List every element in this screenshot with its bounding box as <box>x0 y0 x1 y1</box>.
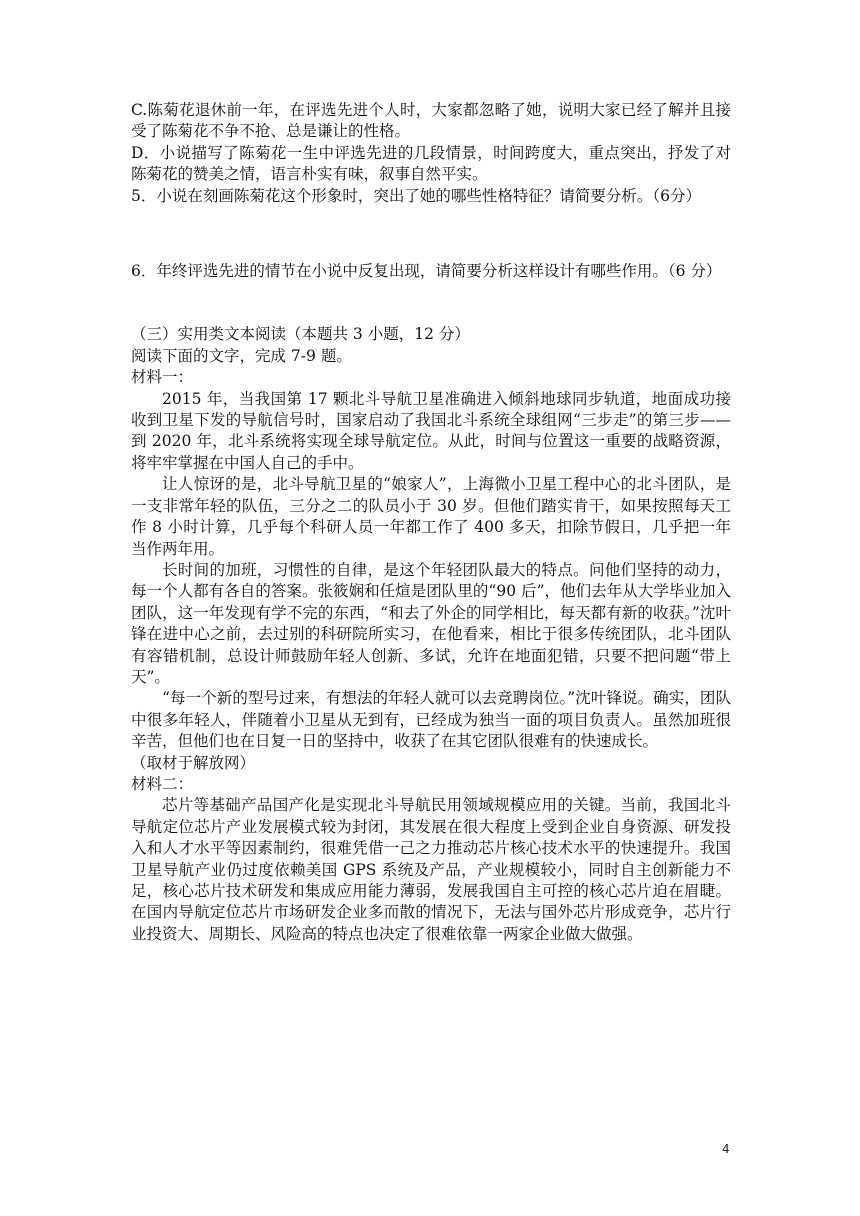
material-2-label: 材料二： <box>131 774 194 793</box>
material-2-paragraph: 芯片等基础产品国产化是实现北斗导航民用领域规模应用的关键。当前，我国北斗导航定位芯片产业发展模式较为封闭，其发展在很大程度上受到企业自身资源、研发投入和人才水平等因素制约，很难凭借一己之力推动芯片核心技术水平的快速提升。我国卫星导航产业仍过度依赖美国 GPS 系统及产品，产业规模较小，同时自主创新能力不足，核心芯片技术研发和集成应用能力薄弱，发展我国自主可控的核心芯片迫在眉睫。在国内导航定位芯片市场研发企业多而散的情况下，无法与国外芯片形成竞争，芯片行业投资大、周期长、风险高的特点也决定了很难依靠一两家企业做大做强。 <box>131 796 731 943</box>
answer-space-q5 <box>131 207 731 261</box>
question-6: 6．年终评选先进的情节在小说中反复出现，请简要分析这样设计有哪些作用。（6 分） <box>131 262 722 281</box>
material-1-label: 材料一： <box>131 368 194 387</box>
page-number: 4 <box>722 1142 730 1156</box>
answer-space-q6 <box>131 282 731 324</box>
material-1-paragraph: 让人惊讶的是，北斗导航卫星的“娘家人”，上海微小卫星工程中心的北斗团队，是一支非常年轻的队伍，三分之二的队员小于 30 岁。但他们踏实肯干，如果按照每天工作 8 小时计算，几乎每个科研人员一年都工作了 400 多天，扣除节假日，几乎把一年当作两年用。 <box>131 475 731 558</box>
option-d: D．小说描写了陈菊花一生中评选先进的几段情景，时间跨度大，重点突出，抒发了对陈菊花的赞美之情，语言朴实有味，叙事自然平实。 <box>131 143 731 184</box>
material-1-paragraph: 2015 年，当我国第 17 颗北斗导航卫星准确进入倾斜地球同步轨道，地面成功接收到卫星下发的导航信号时，国家启动了我国北斗系统全球组网“三步走”的第三步——到 2020 年，北斗系统将实现全球导航定位。从此，时间与位置这一重要的战略资源，将牢牢掌握在中国人自己的手中。 <box>131 389 731 472</box>
document-body <box>131 100 731 945</box>
material-1-paragraph: 长时间的加班，习惯性的自律，是这个年轻团队最大的特点。问他们坚持的动力，每一个人都有各自的答案。张筱娴和任煊是团队里的“90 后”，他们去年从大学毕业加入团队，这一年发现有学不完的东西，“和去了外企的同学相比，每天都有新的收获。”沈叶锋在进中心之前，去过别的科研院所实习，在他看来，相比于很多传统团队，北斗团队有容错机制，总设计师鼓励年轻人创新、多试，允许在地面犯错，只要不把问题“带上天”。 <box>131 560 731 686</box>
question-5: 5．小说在刻画陈菊花这个形象时，突出了她的哪些性格特征？请简要分析。（6分） <box>131 186 701 205</box>
option-c: C.陈菊花退休前一年，在评选先进个人时，大家都忽略了她，说明大家已经了解并且接受了陈菊花不争不抢、总是谦让的性格。 <box>131 101 731 141</box>
material-1-source: （取材于解放网） <box>131 753 256 772</box>
section-instruction: 阅读下面的文字，完成 7-9 题。 <box>131 346 352 365</box>
material-1-paragraph: “每一个新的型号过来，有想法的年轻人就可以去竞聘岗位。”沈叶锋说。确实，团队中很多年轻人，伴随着小卫星从无到有，已经成为独当一面的项目负责人。虽然加班很辛苦，但他们也在日复一日的坚持中，收获了在其它团队很难有的快速成长。 <box>131 689 731 751</box>
section-heading: （三）实用类文本阅读（本题共 3 小题，12 分） <box>131 325 470 344</box>
